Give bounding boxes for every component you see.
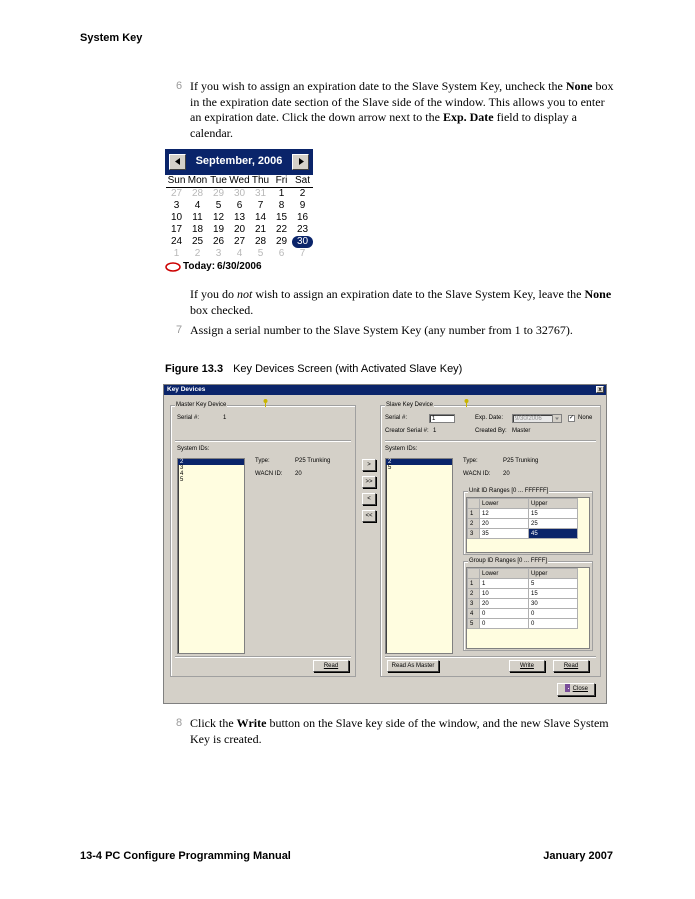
weekday-label: Thu (251, 175, 270, 186)
table-cell[interactable]: 35 (480, 529, 529, 539)
table-header-row (468, 499, 578, 509)
creator-serial-value: 1 (433, 428, 437, 434)
calendar-day[interactable]: 24 (170, 236, 183, 247)
slave-serial-input[interactable]: 1 (429, 414, 455, 423)
table-corner (468, 499, 480, 509)
calendar-day[interactable]: 5 (215, 200, 222, 211)
unit-id-ranges-group: Unit ID Ranges [0 ... FFFFFF] Lower Upper 1 12 15 2 20 25 3 35 45 (463, 491, 593, 555)
transfer-button[interactable]: << (362, 510, 376, 522)
calendar-day[interactable]: 28 (254, 236, 267, 247)
calendar-day[interactable]: 25 (191, 236, 204, 247)
calendar-day[interactable]: 29 (275, 236, 288, 247)
calendar-day[interactable]: 3 (215, 248, 222, 259)
column-header: Upper (529, 499, 578, 509)
transfer-button[interactable]: >> (362, 476, 376, 488)
calendar-day[interactable]: 31 (254, 188, 267, 199)
key-devices-dialog (163, 384, 607, 704)
weekday-label: Sat (292, 175, 313, 188)
calendar-day[interactable]: 11 (192, 212, 203, 223)
calendar-day[interactable]: 17 (170, 224, 183, 235)
table-row[interactable] (468, 509, 578, 519)
weekday-label: Wed (229, 175, 250, 186)
table-header-row (468, 569, 578, 579)
arrow-left-icon (175, 158, 181, 165)
row-number: 4 (468, 609, 480, 619)
weekday-label: Mon (187, 175, 208, 186)
row-number: 2 (468, 519, 480, 529)
table-row[interactable] (468, 579, 578, 589)
slave-wacn-value: 20 (503, 471, 510, 477)
exp-date-picker[interactable]: 9/30/2006 (512, 414, 562, 423)
list-item[interactable]: 5 (180, 477, 184, 483)
calendar-day[interactable]: 1 (278, 188, 285, 199)
note-paragraph: If you do not wish to assign an expiration date to the Slave System Key, leave the None box checked. (190, 287, 612, 317)
calendar-popup (165, 149, 313, 272)
master-read-button[interactable]: Read (313, 660, 349, 672)
figure-caption: Figure 13.3 Key Devices Screen (with Activated Slave Key) (165, 363, 463, 375)
row-number: 2 (468, 589, 480, 599)
table-row[interactable] (468, 619, 578, 629)
master-system-ids-list[interactable] (177, 458, 245, 654)
slave-system-ids-list[interactable] (385, 458, 453, 654)
read-as-master-button[interactable]: Read As Master (387, 660, 439, 672)
step-number: 6 (176, 80, 183, 92)
table-cell[interactable]: 25 (529, 519, 578, 529)
dropdown-arrow-icon[interactable] (552, 415, 561, 422)
slave-type-value: P25 Trunking (503, 458, 539, 464)
weekday-label: Fri (271, 175, 292, 188)
column-header: Upper (529, 569, 578, 579)
calendar-day[interactable]: 6 (236, 200, 243, 211)
slave-key-group: Slave Key Device Serial #: 1 Exp. Date: 9/30/2006 ✓ None Creator Serial #: 1 Created By: Master System IDs: 2 5 Type: P25 Trunking WACN ID: 20 Unit ID Ranges [0 ... FFFFFF] Lower Upper 1 12 15 2 20 25 3 35 45 Group ID Ranges [0 ... FFFF] Lower Upper 1 1 5 2 10 15 3 20 30 4 0 0 5 0 0 Read As Master Write Read (380, 405, 601, 677)
calendar-day[interactable]: 5 (257, 248, 264, 259)
calendar-day[interactable]: 3 (173, 200, 180, 211)
table-cell[interactable]: 5 (529, 579, 578, 589)
row-number: 5 (468, 619, 480, 629)
arrow-right-icon (298, 158, 304, 165)
list-item[interactable]: 5 (388, 465, 392, 471)
prev-month-button[interactable] (169, 154, 186, 170)
master-key-group: Master Key Device Serial #: 1 System IDs: 2 3 4 5 Type: P25 Trunking WACN ID: 20 Read (170, 405, 356, 677)
calendar-day[interactable]: 19 (212, 224, 225, 235)
calendar-day[interactable]: 1 (173, 248, 180, 259)
transfer-button[interactable]: > (362, 459, 376, 471)
footer-right: January 2007 (543, 850, 613, 862)
key-icon (262, 399, 269, 407)
footer-left: 13-4 PC Configure Programming Manual (80, 850, 291, 862)
table-cell[interactable]: 0 (529, 619, 578, 629)
dialog-titlebar: Key Devices x (164, 385, 606, 395)
calendar-day[interactable]: 27 (233, 236, 246, 247)
table-cell[interactable]: 20 (480, 599, 529, 609)
row-number: 1 (468, 509, 480, 519)
calendar-day[interactable]: 22 (275, 224, 288, 235)
table-corner (468, 569, 480, 579)
calendar-day[interactable]: 15 (275, 212, 288, 223)
divider (175, 656, 351, 658)
next-month-button[interactable] (292, 154, 309, 170)
weekday-label: Sun (167, 175, 186, 186)
step-number: 8 (176, 717, 183, 729)
step-number: 7 (176, 324, 183, 336)
calendar-day[interactable]: 29 (212, 188, 225, 199)
list-item[interactable]: 4 (180, 471, 184, 477)
calendar-day[interactable]: 27 (170, 188, 183, 199)
calendar-day[interactable]: 7 (257, 200, 264, 211)
table-row[interactable] (468, 599, 578, 609)
step-6: 6 If you wish to assign an expiration date to the Slave System Key, uncheck the None box in the expiration date section of the Slave side of the window. This allows you to enter an expiration date. Click the down arrow next to the Exp. Date field to display a calendar. (176, 79, 614, 140)
calendar-day[interactable]: 18 (191, 224, 204, 235)
none-checkbox[interactable]: ✓ (569, 415, 575, 421)
table-row[interactable] (468, 529, 578, 539)
table-row[interactable] (468, 519, 578, 529)
today-circle-icon (165, 262, 181, 272)
table-cell[interactable]: 15 (529, 509, 578, 519)
divider (385, 656, 596, 658)
column-header: Lower (480, 499, 529, 509)
table-cell[interactable]: 12 (480, 509, 529, 519)
today-link[interactable]: Today: 6/30/2006 (165, 261, 313, 272)
table-cell[interactable]: 0 (480, 619, 529, 629)
calendar-day[interactable]: 6 (278, 248, 285, 259)
group-id-ranges-table[interactable] (466, 567, 590, 649)
master-wacn-value: 20 (295, 471, 302, 477)
calendar-day[interactable]: 30 (292, 236, 313, 248)
close-x-button[interactable]: x (596, 386, 604, 393)
list-item[interactable]: 2 (386, 459, 452, 465)
table-cell[interactable]: 10 (480, 589, 529, 599)
row-number: 3 (468, 599, 480, 609)
close-button[interactable]: Close (557, 683, 595, 696)
key-icon (463, 399, 470, 407)
calendar-grid (166, 175, 313, 260)
calendar-header (165, 149, 313, 175)
step-7: 7 Assign a serial number to the Slave System Key (any number from 1 to 32767). (176, 323, 573, 337)
calendar-day[interactable]: 14 (254, 212, 267, 223)
table-cell[interactable]: 30 (529, 599, 578, 609)
calendar-month-title: September, 2006 (195, 155, 283, 167)
table-cell[interactable]: 0 (480, 609, 529, 619)
slave-read-button[interactable]: Read (553, 660, 589, 672)
calendar-day[interactable]: 12 (212, 212, 225, 223)
door-icon (564, 684, 571, 692)
table-row[interactable] (468, 589, 578, 599)
list-item[interactable]: 2 (178, 459, 244, 465)
table-cell[interactable]: 1 (480, 579, 529, 589)
calendar-day[interactable]: 13 (233, 212, 246, 223)
calendar-day[interactable]: 4 (194, 200, 201, 211)
calendar-day[interactable]: 10 (170, 212, 183, 223)
unit-id-ranges-table[interactable] (466, 497, 590, 553)
calendar-day[interactable]: 20 (233, 224, 246, 235)
row-number: 3 (468, 529, 480, 539)
step-8: 8 Click the Write button on the Slave key side of the window, and the new Slave System Key is created. (176, 716, 609, 746)
master-type-value: P25 Trunking (295, 458, 331, 464)
calendar-day[interactable]: 9 (299, 200, 306, 211)
divider (385, 440, 596, 442)
calendar-day[interactable]: 28 (191, 188, 204, 199)
weekday-label: Tue (208, 175, 229, 188)
table-cell[interactable]: 0 (529, 609, 578, 619)
created-by-value: Master (512, 428, 531, 434)
calendar-day[interactable]: 2 (194, 248, 201, 259)
table-cell[interactable]: 45 (529, 529, 578, 539)
table-cell[interactable]: 20 (480, 519, 529, 529)
divider (175, 440, 351, 442)
calendar-day[interactable]: 7 (299, 248, 306, 259)
write-button[interactable]: Write (509, 660, 545, 672)
calendar-day[interactable]: 4 (236, 248, 243, 259)
calendar-day[interactable]: 26 (212, 236, 225, 247)
transfer-button[interactable]: < (362, 493, 376, 505)
row-number: 1 (468, 579, 480, 589)
group-id-ranges-group: Group ID Ranges [0 ... FFFF] Lower Upper 1 1 5 2 10 15 3 20 30 4 0 0 5 0 0 (463, 561, 593, 651)
calendar-day[interactable]: 16 (296, 212, 309, 223)
calendar-day[interactable]: 2 (299, 188, 306, 199)
list-item[interactable]: 3 (180, 465, 184, 471)
calendar-day[interactable]: 21 (254, 224, 267, 235)
calendar-day[interactable]: 8 (278, 200, 285, 211)
table-row[interactable] (468, 609, 578, 619)
table-cell[interactable]: 15 (529, 589, 578, 599)
column-header: Lower (480, 569, 529, 579)
calendar-day[interactable]: 30 (233, 188, 246, 199)
running-header: System Key (80, 32, 143, 44)
calendar-day[interactable]: 23 (296, 224, 309, 235)
master-serial-value: 1 (223, 415, 227, 421)
